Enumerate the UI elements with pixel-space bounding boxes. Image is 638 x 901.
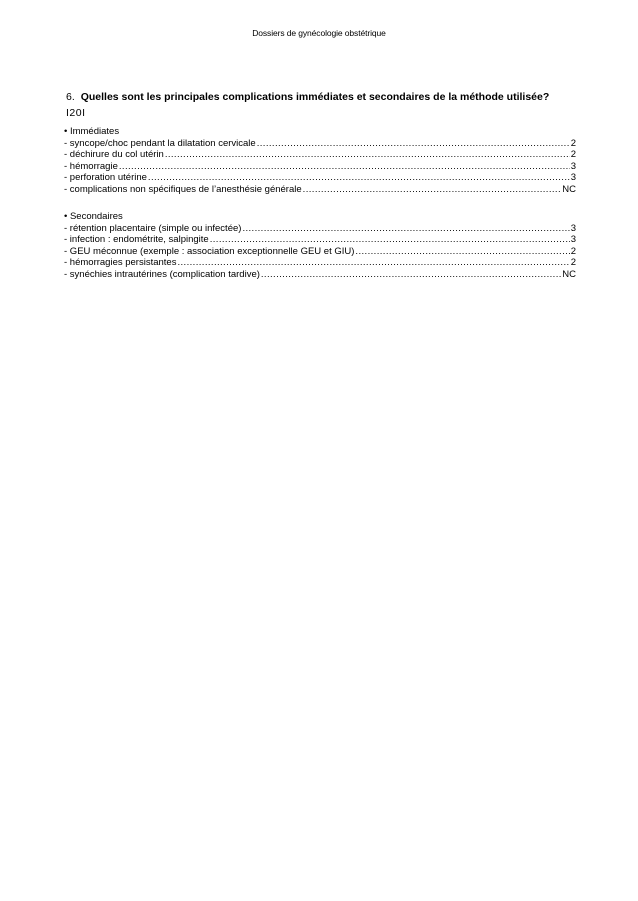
item-text: - complications non spécifiques de l’anesthésie générale: [64, 183, 302, 195]
question-points: I20I: [66, 107, 86, 119]
running-header: Dossiers de gynécologie obstétrique: [252, 28, 386, 38]
dot-leader: [355, 246, 569, 258]
item-score: 3: [570, 160, 576, 172]
item-score: 3: [570, 172, 576, 184]
question-number: 6.: [66, 91, 75, 103]
item-text: - hémorragies persistantes: [64, 257, 177, 269]
dot-leader: [303, 184, 562, 196]
list-item: [64, 161, 576, 173]
immediate-complications-section: [64, 126, 576, 196]
list-item: [64, 149, 576, 161]
dot-leader: [119, 161, 570, 173]
dot-leader: [257, 138, 570, 150]
item-score: 3: [570, 234, 576, 246]
item-score: NC: [562, 268, 576, 280]
item-text: - syncope/choc pendant la dilatation cervicale: [64, 137, 256, 149]
item-score: 3: [570, 222, 576, 234]
dot-leader: [242, 223, 569, 235]
item-score: 2: [570, 137, 576, 149]
item-text: - rétention placentaire (simple ou infectée): [64, 222, 242, 234]
item-score: NC: [562, 183, 576, 195]
question-text: Quelles sont les principales complications immédiates et secondaires de la méthode utilisée?: [80, 91, 550, 103]
item-score: 2: [570, 257, 576, 269]
dot-leader: [165, 149, 570, 161]
item-score: 2: [570, 149, 576, 161]
list-item: [64, 257, 576, 269]
dot-leader: [148, 172, 570, 184]
item-text: - infection : endométrite, salpingite: [64, 234, 209, 246]
secondary-complications-section: [64, 211, 576, 281]
item-text: - déchirure du col utérin: [64, 149, 164, 161]
list-item: [64, 184, 576, 196]
dot-leader: [210, 234, 570, 246]
section-title-immediate: • Immédiates: [64, 126, 120, 137]
list-item: [64, 269, 576, 281]
list-item: [64, 246, 576, 258]
item-text: - hémorragie: [64, 160, 118, 172]
dot-leader: [177, 257, 569, 269]
list-item: [64, 234, 576, 246]
item-score: 2: [570, 245, 576, 257]
question: [66, 91, 596, 104]
item-text: - GEU méconnue (exemple : association exceptionnelle GEU et GIU): [64, 245, 355, 257]
dot-leader: [261, 269, 561, 281]
list-item: [64, 138, 576, 150]
section-title-secondary: • Secondaires: [64, 211, 123, 222]
list-item: [64, 223, 576, 235]
item-text: - perforation utérine: [64, 172, 147, 184]
item-text: - synéchies intrautérines (complication tardive): [64, 268, 260, 280]
list-item: [64, 172, 576, 184]
